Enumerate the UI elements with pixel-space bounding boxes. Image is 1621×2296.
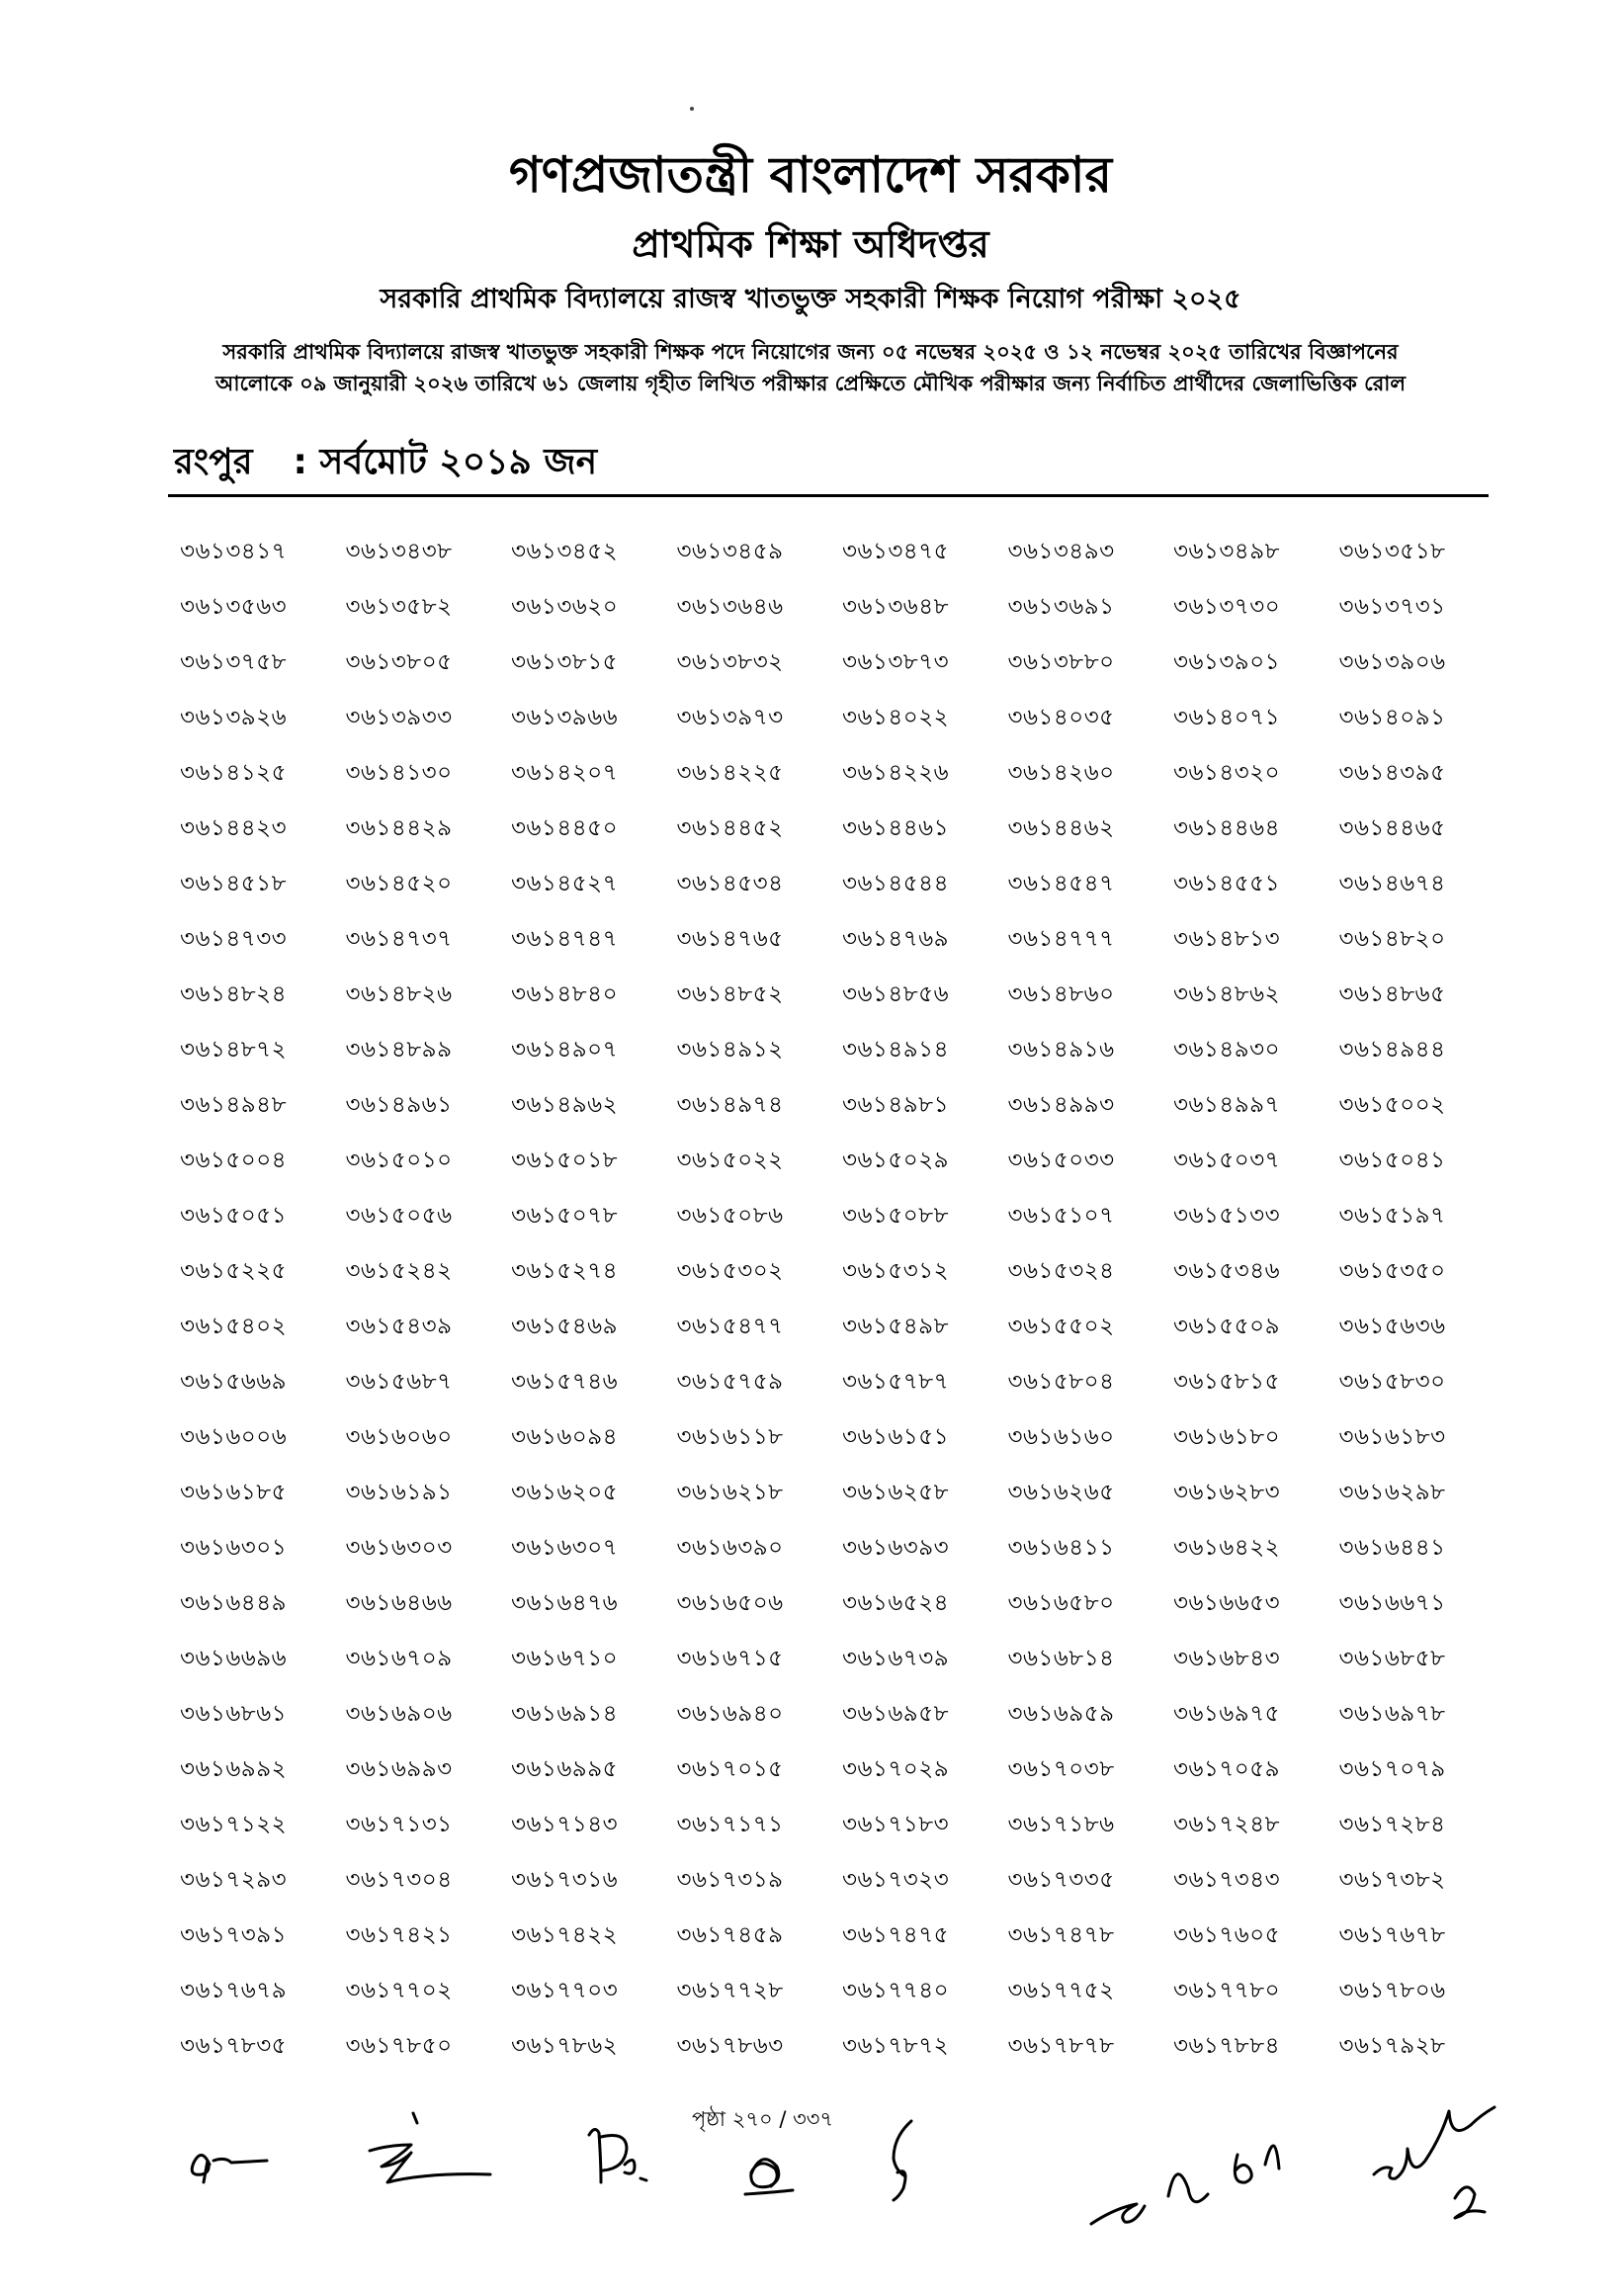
roll-number: ৩৬১৪৯১৪ (842, 1037, 950, 1063)
roll-number: ৩৬১৩৯০১ (1173, 649, 1281, 675)
roll-number: ৩৬১৬৯৫৮ (842, 1701, 950, 1727)
district-total: : সর্বমোট ২০১৯ জন (293, 442, 598, 482)
roll-number: ৩৬১৪৯০৭ (511, 1037, 619, 1063)
roll-number: ৩৬১৫৮০৪ (1007, 1369, 1115, 1395)
roll-number: ৩৬১৪৯১২ (676, 1037, 784, 1063)
roll-number: ৩৬১৪০৯১ (1338, 705, 1446, 730)
roll-number: ৩৬১৫৬৩৬ (1338, 1314, 1446, 1339)
roll-number: ৩৬১৭৭২৮ (676, 1978, 784, 2003)
govt-title: গণপ্রজাতন্ত্রী বাংলাদেশ সরকার (509, 146, 1112, 204)
roll-number: ৩৬১৭৮০৬ (1338, 1978, 1446, 2003)
roll-number: ৩৬১৭৩১৬ (511, 1867, 619, 1893)
roll-number: ৩৬১৭৩৩৫ (1007, 1867, 1115, 1893)
roll-number: ৩৬১৬৪৪৯ (180, 1590, 288, 1616)
roll-number: ৩৬১৬৯৫৯ (1007, 1701, 1115, 1727)
roll-number: ৩৬১৫৩৫০ (1338, 1258, 1446, 1284)
roll-number: ৩৬১৪৭৩৭ (345, 926, 453, 952)
roll-number: ৩৬১৭৭৪০ (842, 1978, 950, 2003)
roll-number: ৩৬১৫৪৯৮ (842, 1314, 950, 1339)
roll-number: ৩৬১৬২৬৫ (1007, 1480, 1115, 1505)
signature-3 (589, 2129, 646, 2182)
roll-number: ৩৬১৫৫০৯ (1173, 1314, 1281, 1339)
roll-number: ৩৬১৪৮৬২ (1173, 981, 1281, 1007)
roll-number: ৩৬১৩৬৪৮ (842, 594, 950, 620)
roll-number: ৩৬১৬৫২৪ (842, 1590, 950, 1616)
roll-number: ৩৬১৭৩৯১ (180, 1922, 288, 1948)
signature-6 (1091, 2146, 1279, 2224)
roll-number: ৩৬১৭৬০৫ (1173, 1922, 1281, 1948)
roll-number: ৩৬১৬৭১০ (511, 1646, 619, 1671)
roll-number: ৩৬১৩৭৩০ (1173, 594, 1281, 620)
roll-number: ৩৬১৫০০৪ (180, 1148, 288, 1173)
roll-number: ৩৬১৩৭৩১ (1338, 594, 1446, 620)
exam-title: সরকারি প্রাথমিক বিদ্যালয়ে রাজস্ব খাতভুক্ত সহকারী শিক্ষক নিয়োগ পরীক্ষা ২০২৫ (380, 284, 1241, 314)
roll-number: ৩৬১৭২৪৮ (1173, 1812, 1281, 1837)
roll-number: ৩৬১৪৮২৬ (345, 981, 453, 1007)
roll-number: ৩৬১৪৫২০ (345, 871, 453, 896)
roll-number: ৩৬১৪৯৯৩ (1007, 1092, 1115, 1118)
signature-1 (192, 2155, 267, 2182)
roll-number: ৩৬১৪৮৬০ (1007, 981, 1115, 1007)
roll-number: ৩৬১৬৯৪০ (676, 1701, 784, 1727)
roll-number: ৩৬১৬৯৭৫ (1173, 1701, 1281, 1727)
roll-number: ৩৬১৬২৯৮ (1338, 1480, 1446, 1505)
roll-number: ৩৬১৬৭১৫ (676, 1646, 784, 1671)
roll-number: ৩৬১৪৯১৬ (1007, 1037, 1115, 1063)
roll-number: ৩৬১৭৭৮০ (1173, 1978, 1281, 2003)
roll-number: ৩৬১৫০২৯ (842, 1148, 950, 1173)
roll-number: ৩৬১৪৫৪৪ (842, 871, 950, 896)
roll-number: ৩৬১৬৮৫৮ (1338, 1646, 1446, 1671)
roll-number: ৩৬১৪৪৬৪ (1173, 815, 1281, 841)
roll-number: ৩৬১৩৫৬৩ (180, 594, 288, 620)
roll-number: ৩৬১৫১৩৩ (1173, 1203, 1281, 1229)
roll-number: ৩৬১৫০২২ (676, 1148, 784, 1173)
roll-number: ৩৬১৬৩০১ (180, 1535, 288, 1561)
roll-number: ৩৬১৪৯৭৪ (676, 1092, 784, 1118)
roll-number: ৩৬১৬৮৬১ (180, 1701, 288, 1727)
roll-number: ৩৬১৬৬৭১ (1338, 1590, 1446, 1616)
roll-number: ৩৬১৬৪৪১ (1338, 1535, 1446, 1561)
roll-number: ৩৬১৬২৮৩ (1173, 1480, 1281, 1505)
roll-number: ৩৬১৬১১৮ (676, 1424, 784, 1450)
roll-number: ৩৬১৪১৩০ (345, 760, 453, 786)
notice-text (0, 336, 1621, 399)
roll-number: ৩৬১৫০৭৮ (511, 1203, 619, 1229)
roll-number: ৩৬১৫০৩৭ (1173, 1148, 1281, 1173)
roll-number: ৩৬১৪৪২৩ (180, 815, 288, 841)
roll-grid (168, 524, 1489, 2074)
roll-number: ৩৬১৩৬২০ (511, 594, 619, 620)
roll-number: ৩৬১৩৪৭৫ (842, 539, 950, 564)
roll-number: ৩৬১৭৮৫০ (345, 2033, 453, 2059)
signature-7 (1374, 2107, 1494, 2218)
roll-number: ৩৬১৩৯৩৩ (345, 705, 453, 730)
roll-number: ৩৬১৬৯০৬ (345, 1701, 453, 1727)
roll-number: ৩৬১৪৮১৩ (1173, 926, 1281, 952)
roll-number: ৩৬১৪২০৭ (511, 760, 619, 786)
roll-number: ৩৬১৬৮১৪ (1007, 1646, 1115, 1671)
roll-number: ৩৬১৪৪৫২ (676, 815, 784, 841)
roll-number: ৩৬১৪৮৭২ (180, 1037, 288, 1063)
roll-number: ৩৬১৪৩৯৫ (1338, 760, 1446, 786)
roll-number: ৩৬১৩৯৭৩ (676, 705, 784, 730)
roll-number: ৩৬১৭৩০৪ (345, 1867, 453, 1893)
roll-number: ৩৬১৬৭৩৯ (842, 1646, 950, 1671)
roll-number: ৩৬১৪৩২০ (1173, 760, 1281, 786)
roll-number: ৩৬১৪৯৮১ (842, 1092, 950, 1118)
roll-number: ৩৬১৩৯৬৬ (511, 705, 619, 730)
roll-number: ৩৬১৩৪৩৮ (345, 539, 453, 564)
roll-number: ৩৬১৩৮১৫ (511, 649, 619, 675)
roll-number: ৩৬১৬৫০৬ (676, 1590, 784, 1616)
roll-number: ৩৬১৫০৩৩ (1007, 1148, 1115, 1173)
roll-number: ৩৬১৭৮৬২ (511, 2033, 619, 2059)
roll-number: ৩৬১৫৪৭৭ (676, 1314, 784, 1339)
roll-number: ৩৬১৩৯০৬ (1338, 649, 1446, 675)
roll-number: ৩৬১৭০৫৯ (1173, 1756, 1281, 1782)
roll-number: ৩৬১৫৩০২ (676, 1258, 784, 1284)
roll-number: ৩৬১৪৫৩৪ (676, 871, 784, 896)
roll-number: ৩৬১৭০৩৮ (1007, 1756, 1115, 1782)
roll-number: ৩৬১৩৪৯৩ (1007, 539, 1115, 564)
roll-number: ৩৬১৫৮১৫ (1173, 1369, 1281, 1395)
roll-number: ৩৬১৪১২৫ (180, 760, 288, 786)
roll-number: ৩৬১৩৬৯১ (1007, 594, 1115, 620)
roll-number: ৩৬১৬১৮৫ (180, 1480, 288, 1505)
roll-number: ৩৬১৪৯৬১ (345, 1092, 453, 1118)
roll-number: ৩৬১৩৫১৮ (1338, 539, 1446, 564)
roll-number: ৩৬১৪৮৪০ (511, 981, 619, 1007)
roll-number: ৩৬১৭০২৯ (842, 1756, 950, 1782)
roll-number: ৩৬১৩৪৫৯ (676, 539, 784, 564)
roll-number: ৩৬১৫৭৫৯ (676, 1369, 784, 1395)
roll-number: ৩৬১৫৪৬৯ (511, 1314, 619, 1339)
roll-number: ৩৬১৬৪২২ (1173, 1535, 1281, 1561)
roll-number: ৩৬১৭২৯৩ (180, 1867, 288, 1893)
roll-number: ৩৬১৬১৮৩ (1338, 1424, 1446, 1450)
roll-number: ৩৬১৫৪৩৯ (345, 1314, 453, 1339)
signature-5 (894, 2121, 911, 2200)
roll-number: ৩৬১৬২০৫ (511, 1480, 619, 1505)
roll-number: ৩৬১৭২৮৪ (1338, 1812, 1446, 1837)
roll-number: ৩৬১৪৯৯৭ (1173, 1092, 1281, 1118)
roll-number: ৩৬১৪০৭১ (1173, 705, 1281, 730)
roll-number: ৩৬১৩৮৭৩ (842, 649, 950, 675)
scan-speck (690, 107, 694, 111)
roll-number: ৩৬১৫২২৫ (180, 1258, 288, 1284)
roll-number: ৩৬১৫৩২৪ (1007, 1258, 1115, 1284)
roll-number: ৩৬১৬০০৬ (180, 1424, 288, 1450)
roll-number: ৩৬১৭১৮৩ (842, 1812, 950, 1837)
roll-number: ৩৬১৪৭৪৭ (511, 926, 619, 952)
roll-number: ৩৬১৭৩১৯ (676, 1867, 784, 1893)
roll-number: ৩৬১৭১৪৩ (511, 1812, 619, 1837)
roll-number: ৩৬১৬১৫১ (842, 1424, 950, 1450)
roll-number: ৩৬১৪৮৫২ (676, 981, 784, 1007)
roll-number: ৩৬১৬৪৭৬ (511, 1590, 619, 1616)
roll-number: ৩৬১৩৯২৬ (180, 705, 288, 730)
roll-number: ৩৬১৫০০২ (1338, 1092, 1446, 1118)
roll-number: ৩৬১৩৪১৭ (180, 539, 288, 564)
roll-number: ৩৬১৩৬৪৬ (676, 594, 784, 620)
roll-number: ৩৬১৬৩৯৩ (842, 1535, 950, 1561)
roll-number: ৩৬১৭৪৫৯ (676, 1922, 784, 1948)
roll-number: ৩৬১৫০৮৮ (842, 1203, 950, 1229)
roll-number: ৩৬১৬৪১১ (1007, 1535, 1115, 1561)
roll-number: ৩৬১৪৪৬২ (1007, 815, 1115, 841)
page-number: পৃষ্ঠা ২৭০ / ৩৩৭ (692, 2107, 834, 2131)
roll-number: ৩৬১৭৮৭২ (842, 2033, 950, 2059)
roll-number: ৩৬১৫৬৬৯ (180, 1369, 288, 1395)
roll-number: ৩৬১৪২২৬ (842, 760, 950, 786)
roll-number: ৩৬১৪৪৫০ (511, 815, 619, 841)
roll-number: ৩৬১৪৯৬২ (511, 1092, 619, 1118)
roll-number: ৩৬১৬৮৪৩ (1173, 1646, 1281, 1671)
roll-number: ৩৬১৭৭০৩ (511, 1978, 619, 2003)
roll-number: ৩৬১৫৭৪৬ (511, 1369, 619, 1395)
roll-number: ৩৬১৬১৮০ (1173, 1424, 1281, 1450)
roll-number: ৩৬১৩৪৯৮ (1173, 539, 1281, 564)
roll-number: ৩৬১৭৭৫২ (1007, 1978, 1115, 2003)
directorate-title: প্রাথমিক শিক্ষা অধিদপ্তর (632, 222, 989, 266)
roll-number: ৩৬১৫৩৪৬ (1173, 1258, 1281, 1284)
roll-number: ৩৬১৭৭০২ (345, 1978, 453, 2003)
roll-number: ৩৬১৬১৯১ (345, 1480, 453, 1505)
notice-line-1: সরকারি প্রাথমিক বিদ্যালয়ে রাজস্ব খাতভুক্ত সহকারী শিক্ষক পদে নিয়োগের জন্য ০৫ নভেম্বর ২০২৫ ও ১২ নভেম্বর ২০২৫ তারিখের বিজ্ঞাপনের (222, 340, 1399, 364)
roll-number: ৩৬১৭৩২৩ (842, 1867, 950, 1893)
roll-number: ৩৬১৭৪৭৮ (1007, 1922, 1115, 1948)
roll-number: ৩৬১৪৯৪৮ (180, 1092, 288, 1118)
roll-number: ৩৬১৬৭০৯ (345, 1646, 453, 1671)
roll-number: ৩৬১৬৯৭৮ (1338, 1701, 1446, 1727)
roll-number: ৩৬১৬৩০৭ (511, 1535, 619, 1561)
roll-number: ৩৬১৫০৫৬ (345, 1203, 453, 1229)
signatures (0, 2076, 1621, 2293)
roll-number: ৩৬১৬০৯৪ (511, 1424, 619, 1450)
roll-number: ৩৬১৪২৬০ (1007, 760, 1115, 786)
roll-number: ৩৬১৬৯৯৩ (345, 1756, 453, 1782)
district-heading (174, 435, 597, 494)
roll-number: ৩৬১৪৪২৯ (345, 815, 453, 841)
roll-number: ৩৬১৬২৫৮ (842, 1480, 950, 1505)
roll-number: ৩৬১৬৪৬৬ (345, 1590, 453, 1616)
roll-number: ৩৬১৪৫৫১ (1173, 871, 1281, 896)
roll-number: ৩৬১৪৫৪৭ (1007, 871, 1115, 896)
roll-number: ৩৬১৪৪৬১ (842, 815, 950, 841)
roll-number: ৩৬১৭৬৭৯ (180, 1978, 288, 2003)
signature-2 (370, 2113, 490, 2182)
roll-number: ৩৬১৪৭৬৫ (676, 926, 784, 952)
roll-number: ৩৬১৫০৮৬ (676, 1203, 784, 1229)
roll-number: ৩৬১৭১৭১ (676, 1812, 784, 1837)
roll-number: ৩৬১৬১৬০ (1007, 1424, 1115, 1450)
roll-number: ৩৬১৭৮৭৮ (1007, 2033, 1115, 2059)
roll-number: ৩৬১৬৬৯৬ (180, 1646, 288, 1671)
roll-number: ৩৬১৭৯২৮ (1338, 2033, 1446, 2059)
roll-number: ৩৬১৫৮৩০ (1338, 1369, 1446, 1395)
roll-number: ৩৬১৫১০৭ (1007, 1203, 1115, 1229)
roll-number: ৩৬১৪২২৫ (676, 760, 784, 786)
roll-number: ৩৬১৫১৯৭ (1338, 1203, 1446, 1229)
roll-number: ৩৬১৪৬৭৪ (1338, 871, 1446, 896)
roll-number: ৩৬১৭১৩১ (345, 1812, 453, 1837)
roll-number: ৩৬১৫৬৮৭ (345, 1369, 453, 1395)
roll-number: ৩৬১৭৮৬৩ (676, 2033, 784, 2059)
roll-number: ৩৬১৪৮২০ (1338, 926, 1446, 952)
roll-number: ৩৬১৭৮৮৪ (1173, 2033, 1281, 2059)
roll-number: ৩৬১৫৭৮৭ (842, 1369, 950, 1395)
roll-number: ৩৬১৪৭৭৭ (1007, 926, 1115, 952)
roll-number: ৩৬১৪৫১৮ (180, 871, 288, 896)
roll-number: ৩৬১৪৭৩৩ (180, 926, 288, 952)
roll-number: ৩৬১৭১৮৬ (1007, 1812, 1115, 1837)
roll-number: ৩৬১৬৩০৩ (345, 1535, 453, 1561)
roll-number: ৩৬১৫০১৮ (511, 1148, 619, 1173)
roll-number: ৩৬১৭৪৭৫ (842, 1922, 950, 1948)
roll-number: ৩৬১৪৮৬৫ (1338, 981, 1446, 1007)
roll-number: ৩৬১৪৮৫৬ (842, 981, 950, 1007)
roll-number: ৩৬১৫২৭৪ (511, 1258, 619, 1284)
roll-number: ৩৬১৫০৪১ (1338, 1148, 1446, 1173)
roll-number: ৩৬১৭৩৪৩ (1173, 1867, 1281, 1893)
roll-number: ৩৬১৫০৫১ (180, 1203, 288, 1229)
roll-number: ৩৬১৪০২২ (842, 705, 950, 730)
roll-number: ৩৬১৪০৩৫ (1007, 705, 1115, 730)
roll-number: ৩৬১৬৬৫৩ (1173, 1590, 1281, 1616)
district-name: রংপুর (174, 442, 253, 482)
roll-number: ৩৬১৩৮৩২ (676, 649, 784, 675)
roll-number: ৩৬১৩৪৫২ (511, 539, 619, 564)
roll-number: ৩৬১৬৩৯০ (676, 1535, 784, 1561)
roll-number: ৩৬১৩৮৮০ (1007, 649, 1115, 675)
roll-number: ৩৬১৪৭৬৯ (842, 926, 950, 952)
roll-number: ৩৬১৪৮২৪ (180, 981, 288, 1007)
roll-number: ৩৬১৪৯৪৪ (1338, 1037, 1446, 1063)
roll-number: ৩৬১৭৪২২ (511, 1922, 619, 1948)
roll-number: ৩৬১৭১২২ (180, 1812, 288, 1837)
roll-number: ৩৬১৬২১৮ (676, 1480, 784, 1505)
signature-4 (745, 2160, 793, 2194)
roll-number: ৩৬১৪৪৬৫ (1338, 815, 1446, 841)
roll-number: ৩৬১৭০১৫ (676, 1756, 784, 1782)
roll-number: ৩৬১৭৩৮২ (1338, 1867, 1446, 1893)
roll-number: ৩৬১৭০৭৯ (1338, 1756, 1446, 1782)
roll-number: ৩৬১৫৫০২ (1007, 1314, 1115, 1339)
roll-number: ৩৬১৬৯১৪ (511, 1701, 619, 1727)
roll-number: ৩৬১৪৮৯৯ (345, 1037, 453, 1063)
roll-number: ৩৬১৫৪০২ (180, 1314, 288, 1339)
roll-number: ৩৬১৩৮০৫ (345, 649, 453, 675)
roll-number: ৩৬১৫২৪২ (345, 1258, 453, 1284)
roll-number: ৩৬১৬৯৯৫ (511, 1756, 619, 1782)
roll-number: ৩৬১৩৭৫৮ (180, 649, 288, 675)
roll-number: ৩৬১৬০৬০ (345, 1424, 453, 1450)
roll-number: ৩৬১৬৯৯২ (180, 1756, 288, 1782)
notice-line-2: আলোকে ০৯ জানুয়ারী ২০২৬ তারিখে ৬১ জেলায় গৃহীত লিখিত পরীক্ষার প্রেক্ষিতে মৌখিক পরীক্ষার জন্য নির্বাচিত প্রার্থীদের জেলাভিত্তিক রোল (214, 372, 1406, 395)
roll-number: ৩৬১৪৯৩০ (1173, 1037, 1281, 1063)
roll-number: ৩৬১৩৫৮২ (345, 594, 453, 620)
roll-number: ৩৬১৭৪২১ (345, 1922, 453, 1948)
roll-number: ৩৬১৭৮৩৫ (180, 2033, 288, 2059)
roll-number: ৩৬১৪৫২৭ (511, 871, 619, 896)
roll-number: ৩৬১৫৩১২ (842, 1258, 950, 1284)
divider (168, 494, 1489, 497)
roll-number: ৩৬১৭৬৭৮ (1338, 1922, 1446, 1948)
roll-number: ৩৬১৫০১০ (345, 1148, 453, 1173)
roll-number: ৩৬১৬৫৮০ (1007, 1590, 1115, 1616)
